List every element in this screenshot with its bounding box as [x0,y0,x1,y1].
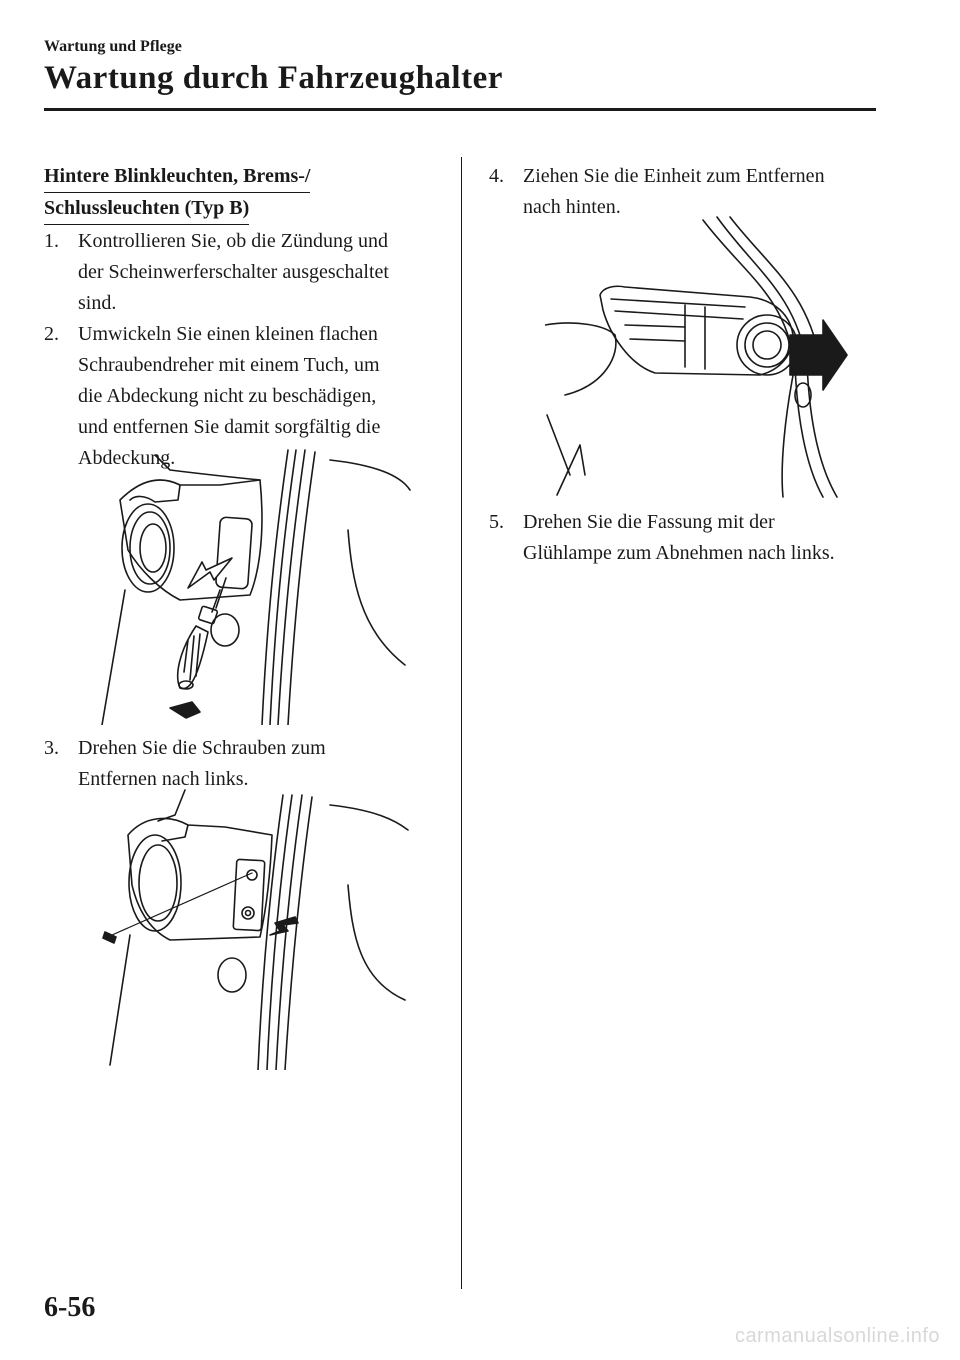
step-2-number: 2. [44,323,59,345]
step-1-number: 1. [44,230,59,252]
step-5-text-line: Glühlampe zum Abnehmen nach links. [523,542,835,564]
step-2-text-line: Schraubendreher mit einem Tuch, um [78,354,380,376]
step-4 [489,161,889,223]
step-1-text-line: der Scheinwerferschalter ausgeschaltet [78,261,389,283]
step-2-text-line: Umwickeln Sie einen kleinen flachen [78,323,378,345]
step-3-text-line: Entfernen nach links. [78,768,249,790]
step-1-text-line: Kontrollieren Sie, ob die Zündung und [78,230,388,252]
figure-remove-screws [100,785,420,1070]
step-2-text-line: Abdeckung. [78,447,176,469]
figure-pull-unit [545,215,855,500]
step-5 [489,507,889,569]
watermark: carmanualsonline.info [734,1325,940,1347]
figure-remove-cover [100,440,420,725]
step-4-number: 4. [489,165,504,187]
step-3-text-line: Drehen Sie die Schrauben zum [78,737,326,759]
page-number: 6-56 [44,1292,96,1323]
step-4-text-line: Ziehen Sie die Einheit zum Entfernen [523,165,825,187]
section-label: Wartung und Pflege [44,38,182,55]
step-3-number: 3. [44,737,59,759]
subheading-line-1: Hintere Blinkleuchten, Brems-/ [44,161,310,193]
step-5-number: 5. [489,511,504,533]
step-1-text-line: sind. [78,292,117,314]
column-divider [461,157,462,1289]
subheading [44,161,374,225]
chapter-title: Wartung durch Fahrzeughalter [44,60,503,96]
step-2-text-line: und entfernen Sie damit sorgfältig die [78,416,381,438]
subheading-line-2: Schlussleuchten (Typ B) [44,193,249,225]
step-5-text-line: Drehen Sie die Fassung mit der [523,511,775,533]
step-1 [44,226,444,319]
step-4-text-line: nach hinten. [523,196,621,218]
step-2-text-line: die Abdeckung nicht zu beschädigen, [78,385,377,407]
title-rule [44,108,876,111]
